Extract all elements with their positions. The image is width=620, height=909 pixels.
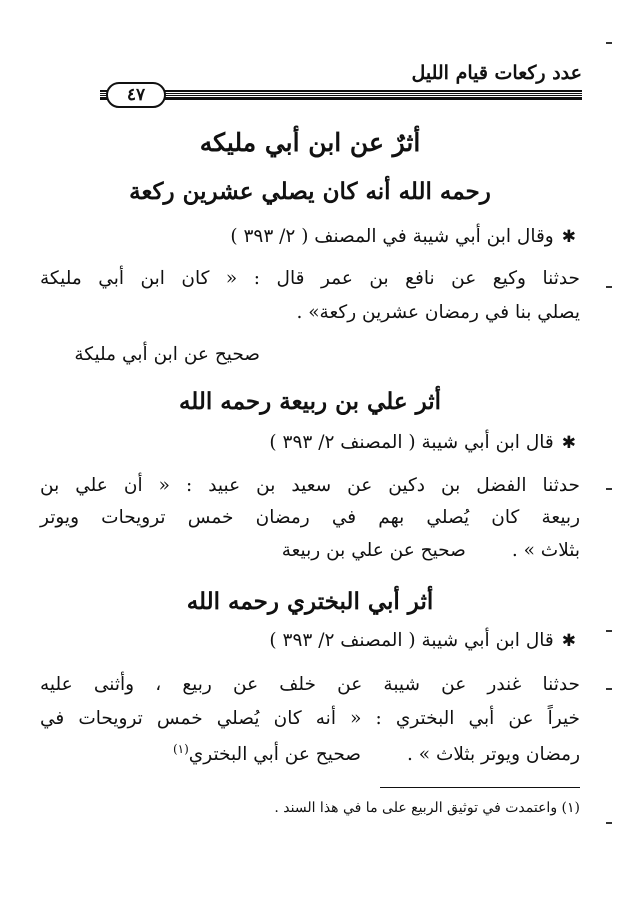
star-icon: ✱ — [561, 227, 576, 247]
header-rule — [100, 90, 582, 100]
source-text: قال ابن أبي شيبة ( المصنف ٢/ ٣٩٣ ) — [269, 630, 554, 651]
main-heading: أثرٌ عن ابن أبي مليكه — [199, 128, 421, 157]
main-subheading: رحمه الله أنه كان يصلي عشرين ركعة — [129, 178, 491, 205]
star-icon: ✱ — [561, 631, 576, 651]
margin-tick — [606, 286, 612, 288]
star-icon: ✱ — [561, 433, 576, 453]
text-line: يصلي بنا في رمضان عشرين ركعة» . — [296, 302, 580, 323]
text-line-with-verdict — [40, 742, 580, 765]
text-line: بثلاث » . — [511, 540, 580, 561]
footnote-ref: (١) — [172, 742, 189, 756]
source-text: قال ابن أبي شيبة ( المصنف ٢/ ٣٩٣ ) — [269, 432, 554, 453]
text-line: حدثنا غندر عن شيبة عن خلف عن ربيع ، وأثنى عليه — [40, 674, 580, 695]
section-title: أثر علي بن ربيعة رحمه الله — [178, 388, 442, 415]
source-line — [40, 226, 576, 247]
text-line-with-verdict — [40, 540, 580, 561]
source-text: وقال ابن أبي شيبة في المصنف ( ٢/ ٣٩٣ ) — [230, 226, 554, 247]
verdict: صحيح عن علي بن ربيعة — [281, 540, 466, 561]
text-line: رمضان ويوتر بثلاث » . — [406, 744, 580, 766]
margin-tick — [606, 42, 612, 44]
text-line: حدثنا وكيع عن نافع بن عمر قال : « كان ابن أبي مليكة — [40, 268, 580, 289]
source-line — [40, 432, 576, 453]
footnote: (١) واعتمدت في توثيق الربيع على ما في هذا السند . — [274, 800, 580, 816]
margin-tick — [606, 822, 612, 824]
margin-tick — [606, 630, 612, 632]
running-title: عدد ركعات قيام الليل — [411, 62, 582, 84]
margin-tick — [606, 488, 612, 490]
footnote-rule — [380, 787, 580, 788]
margin-tick — [606, 688, 612, 690]
verdict: صحيح عن ابن أبي مليكة — [74, 344, 260, 365]
section-title: أثر أبي البختري رحمه الله — [186, 588, 434, 615]
text-line: خيراً عن أبي البختري : « أنه كان يُصلي خمس ترويحات في — [40, 708, 580, 729]
text-line: ربيعة كان يُصلي بهم في رمضان خمس ترويحات ويوتر — [40, 507, 580, 528]
source-line — [40, 630, 576, 651]
verdict: صحيح عن أبي البختري — [188, 744, 361, 766]
text-line: حدثنا الفضل بن دكين عن سعيد بن عبيد : « أن علي بن — [40, 475, 580, 496]
page-number: ٤٧ — [106, 82, 166, 108]
